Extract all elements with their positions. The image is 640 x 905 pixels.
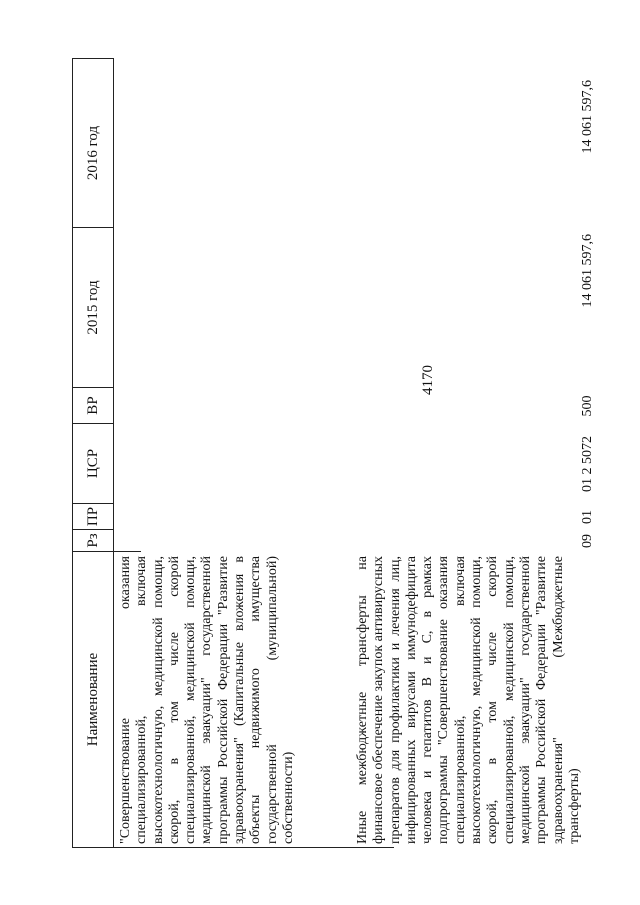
row-name: "Совершенствование оказания специализированной, включая высокотехнологичную, медицинской помощи, скорой, в том числе скорой специализированной, медицинской помощи, медицинской эвакуации" государственной программы Российской Федерации "Развитие здравоохранения" (Капитальные вложения в объекты недвижимого имущества государственной (муниципальной) собственности) [118,556,296,844]
row-values [580,80,596,552]
header-rz: Рз [73,529,113,551]
header-csr: ЦСР [73,423,113,503]
cell-2015: 14 061 597,6 [580,234,595,308]
header-name: Наименование [73,551,113,847]
budget-table [72,58,607,848]
header-vr: ВР [73,387,113,423]
header-2016: 2016 год [84,125,101,181]
cell-vr: 500 [580,395,595,417]
table-row [118,552,297,848]
rotated-page [72,58,607,848]
row-name: Иные межбюджетные трансферты на финансовое обеспечение закупок антивирусных препаратов для профилактики и лечения лиц, инфицированных вирусами иммунодефицита человека и гепатитов B и C, в рамках подпрограммы "Совершенствование оказания специализированной, включая высокотехнологичную, медицинской помощи, скорой, в том числе скорой специализированной, медицинской помощи, медицинской эвакуации" государственной программы Российской Федерации "Развитие здравоохранения" (Межбюджетные трансферты) [355,556,582,844]
header-pr: ПР [73,503,113,529]
page-number: 4170 [420,365,436,395]
header-2015: 2015 год [73,227,113,387]
cell-rz: 09 [580,534,595,548]
cell-csr: 01 2 5072 [580,436,595,492]
table-row [355,552,583,848]
cell-2016: 14 061 597,6 [580,80,595,154]
table-header-row [72,58,114,848]
cell-pr: 01 [580,510,595,524]
